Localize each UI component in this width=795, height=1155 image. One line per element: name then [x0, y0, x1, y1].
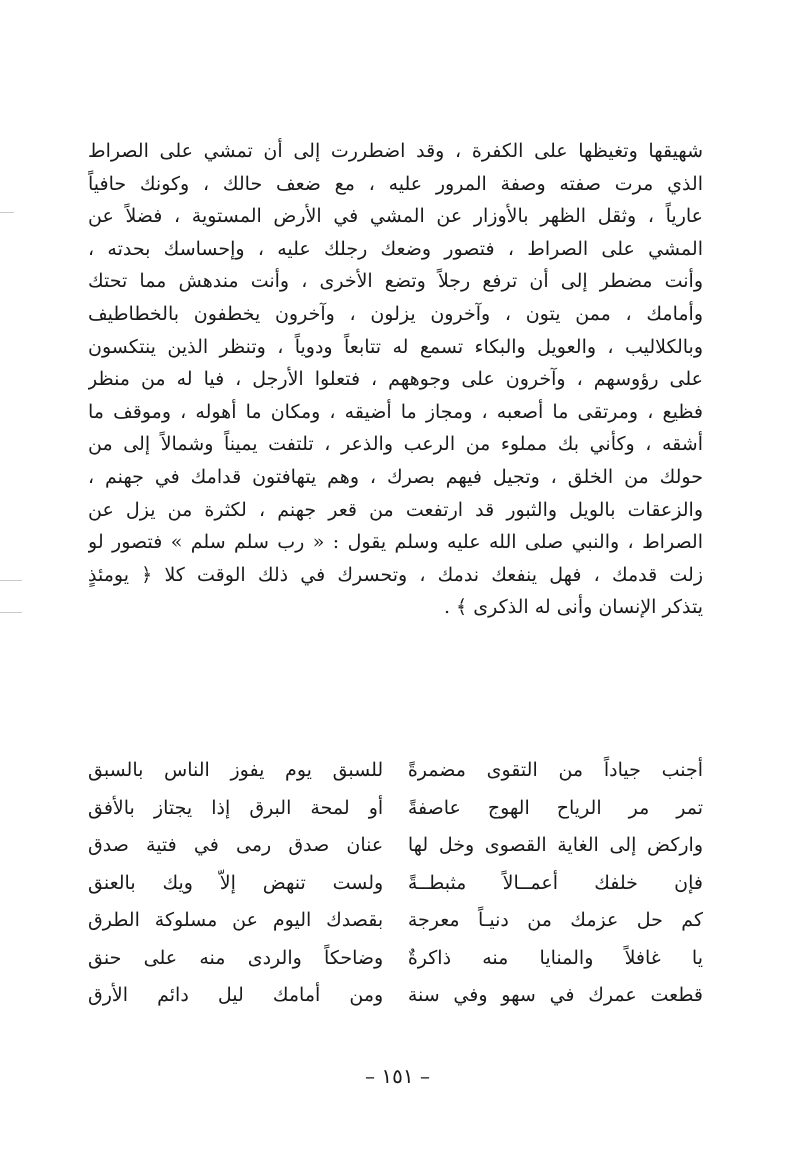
- verse-first-hemistich: كم حل عزمك من دنيـاً معرجة: [407, 909, 703, 931]
- prose-line: والزعقات بالويل والثبور قد ارتفعت من قعر جهنم ، لكثرة من يزل عن: [88, 498, 703, 521]
- margin-mark: [0, 212, 14, 213]
- prose-line: فظيع ، ومرتقى ما أصعبه ، ومجاز ما أضيقه ، ومكان ما أهوله ، وموقف ما: [88, 400, 703, 423]
- prose-line: وأمامك ، ممن يتون ، وآخرون يزلون ، وآخرون يخطفون بالخطاطيف: [88, 302, 703, 325]
- prose-line: يتذكر الإنسان وأنى له الذكرى ﴾ .: [443, 596, 703, 619]
- poem-verse: [88, 902, 703, 940]
- poem-verse: [88, 827, 703, 865]
- margin-mark: [0, 580, 22, 581]
- prose-line: وأنت مضطر إلى أن ترفع رجلاً وتضع الأخرى ، وأنت مندهش مما تحتك: [88, 270, 703, 293]
- verse-second-hemistich: وضاحكاً والردى منه على حنق: [88, 946, 384, 969]
- verse-second-hemistich: عنان صدق رمى في فتية صدق: [88, 834, 384, 856]
- prose-line: وبالكلاليب ، والعويل والبكاء تسمع له تتابعاً ودوياً ، وتنظر الذين ينتكسون: [88, 335, 703, 358]
- poem-verse: [88, 940, 703, 978]
- poem-verse: [88, 865, 703, 903]
- verse-first-hemistich: واركض إلى الغاية القصوى وخل لها: [407, 834, 703, 856]
- prose-line: على رؤوسهم ، وآخرون على وجوههم ، فتعلوا الأرجل ، فيا له من منظر: [88, 368, 703, 391]
- prose-paragraph: [88, 135, 703, 624]
- prose-line: الصراط ، والنبي صلى الله عليه وسلم يقول : « رب سلم سلم » فتصور لو: [88, 531, 703, 554]
- verse-second-hemistich: بقصدك اليوم عن مسلوكة الطرق: [88, 909, 384, 931]
- page-number: – ١٥١ –: [365, 1064, 430, 1088]
- prose-line: الذي مرت صفته وصفة المرور عليه ، مع ضعف حالك ، وكونك حافياً: [88, 172, 703, 195]
- poem-verse: [88, 977, 703, 1015]
- verse-second-hemistich: ومن أمامك ليل دائم الأرق: [88, 984, 384, 1006]
- prose-line: زلت قدمك ، فهل ينفعك ندمك ، وتحسرك في ذلك الوقت كلا ﴿ يومئذٍ: [88, 563, 703, 586]
- poem-verse: [88, 752, 703, 790]
- verse-second-hemistich: ولست تنهض إلاّ ويك بالعنق: [88, 871, 384, 894]
- poem-verse: [88, 790, 703, 828]
- prose-line: المشي على الصراط ، فتصور وضعك رجلك عليه ، وإحساسك بحدته ،: [88, 237, 703, 260]
- verse-second-hemistich: أو لمحة البرق إذا يجتاز بالأفق: [88, 796, 384, 819]
- poem: [88, 752, 703, 1015]
- verse-first-hemistich: أجنب جياداً من التقوى مضمرةً: [407, 759, 703, 781]
- prose-line: حولك من الخلق ، وتجيل فيهم بصرك ، وهم يتهافتون قدامك في جهنم ،: [88, 465, 703, 488]
- verse-second-hemistich: للسبق يوم يفوز الناس بالسبق: [88, 759, 384, 781]
- verse-first-hemistich: فإن خلفك أعمــالاً مثبطــةً: [407, 871, 703, 894]
- prose-line: أشقه ، وكأني بك مملوء من الرعب والذعر ، تلتفت يميناً وشمالاً إلى من: [88, 433, 703, 456]
- margin-mark: [0, 612, 22, 613]
- verse-first-hemistich: قطعت عمرك في سهو وفي سنة: [407, 984, 703, 1006]
- prose-line: شهيقها وتغيظها على الكفرة ، وقد اضطررت إلى أن تمشي على الصراط: [88, 140, 703, 162]
- verse-first-hemistich: تمر مر الرياح الهوج عاصفةً: [407, 796, 703, 819]
- verse-first-hemistich: يا غافلاً والمنايا منه ذاكرةٌ: [407, 946, 703, 969]
- prose-line: عارياً ، وثقل الظهر بالأوزار عن المشي في الأرض المستوية ، فضلاً عن: [88, 205, 703, 228]
